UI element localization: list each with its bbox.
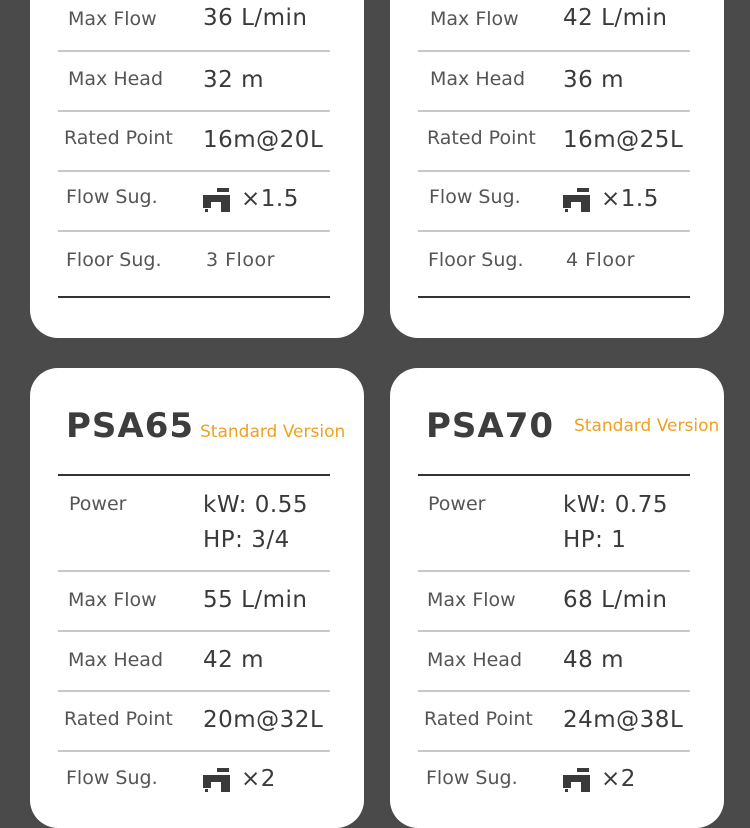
flow-multiplier: ×2 bbox=[601, 766, 636, 792]
row-label: Flow Sug. bbox=[426, 767, 518, 789]
spec-row-max-head bbox=[58, 52, 330, 112]
model-title: PSA65 bbox=[66, 406, 195, 446]
spec-row-rated-point bbox=[418, 692, 690, 752]
row-label: Flow Sug. bbox=[66, 186, 158, 208]
power-kw: kW: 0.55 bbox=[203, 492, 308, 518]
flow-multiplier: ×1.5 bbox=[241, 186, 299, 212]
row-value: 16m@25L bbox=[563, 127, 684, 153]
row-label: Flow Sug. bbox=[429, 186, 521, 208]
row-value: 4 Floor bbox=[566, 249, 635, 271]
power-kw: kW: 0.75 bbox=[563, 492, 668, 518]
row-value: 36 m bbox=[563, 67, 624, 93]
row-value: 36 L/min bbox=[203, 5, 308, 31]
row-label: Rated Point bbox=[424, 708, 533, 730]
version-badge: Standard Version bbox=[574, 416, 720, 436]
spec-row-max-flow bbox=[418, 572, 690, 632]
faucet-icon bbox=[563, 187, 593, 213]
spec-row-max-flow bbox=[58, 0, 330, 52]
row-label: Flow Sug. bbox=[66, 767, 158, 789]
row-label: Max Flow bbox=[68, 589, 157, 611]
row-label: Power bbox=[428, 493, 486, 515]
spec-card-psa70 bbox=[390, 368, 724, 828]
row-value: 42 m bbox=[203, 647, 264, 673]
faucet-icon bbox=[563, 767, 593, 793]
row-value: 20m@32L bbox=[203, 707, 324, 733]
row-label: Max Flow bbox=[68, 8, 157, 30]
row-value: 42 L/min bbox=[563, 5, 668, 31]
spec-row-floor-suggestion bbox=[418, 232, 690, 298]
title-divider bbox=[418, 368, 690, 476]
flow-multiplier: ×1.5 bbox=[601, 186, 659, 212]
spec-row-max-head bbox=[58, 632, 330, 692]
model-title: PSA70 bbox=[426, 406, 555, 446]
row-value: 3 Floor bbox=[206, 249, 275, 271]
faucet-icon bbox=[203, 767, 233, 793]
row-label: Max Head bbox=[68, 68, 163, 90]
spec-row-flow-suggestion bbox=[418, 172, 690, 232]
spec-row-rated-point bbox=[58, 112, 330, 172]
spec-row-flow-suggestion bbox=[58, 172, 330, 232]
row-label: Max Head bbox=[68, 649, 163, 671]
spec-card-psa65 bbox=[30, 368, 364, 828]
spec-row-flow-suggestion bbox=[418, 752, 690, 812]
power-hp: HP: 3/4 bbox=[203, 527, 290, 553]
spec-row-rated-point bbox=[418, 112, 690, 172]
version-badge: Standard Version bbox=[200, 422, 346, 442]
spec-row-flow-suggestion bbox=[58, 752, 330, 812]
row-value bbox=[203, 186, 299, 213]
power-hp: HP: 1 bbox=[563, 527, 627, 553]
spec-row-max-flow bbox=[418, 0, 690, 52]
title-divider bbox=[58, 368, 330, 476]
row-label: Max Head bbox=[427, 649, 522, 671]
spec-row-max-head bbox=[418, 632, 690, 692]
row-label: Power bbox=[69, 493, 127, 515]
spec-row-max-head bbox=[418, 52, 690, 112]
row-value bbox=[563, 186, 659, 213]
row-label: Max Flow bbox=[427, 589, 516, 611]
spec-row-power bbox=[58, 476, 330, 572]
row-label: Max Flow bbox=[430, 8, 519, 30]
spec-row-rated-point bbox=[58, 692, 330, 752]
row-value: 55 L/min bbox=[203, 587, 308, 613]
row-value bbox=[203, 766, 276, 793]
row-value bbox=[563, 766, 636, 793]
flow-multiplier: ×2 bbox=[241, 766, 276, 792]
row-label: Floor Sug. bbox=[66, 249, 162, 271]
row-value: 24m@38L bbox=[563, 707, 684, 733]
row-label: Max Head bbox=[430, 68, 525, 90]
spec-card-top-left bbox=[30, 0, 364, 338]
row-value: 32 m bbox=[203, 67, 264, 93]
spec-row-floor-suggestion bbox=[58, 232, 330, 298]
faucet-icon bbox=[203, 187, 233, 213]
row-value: 48 m bbox=[563, 647, 624, 673]
spec-card-top-right bbox=[390, 0, 724, 338]
row-label: Rated Point bbox=[64, 708, 173, 730]
row-label: Floor Sug. bbox=[428, 249, 524, 271]
spec-row-power bbox=[418, 476, 690, 572]
row-label: Rated Point bbox=[64, 127, 173, 149]
spec-row-max-flow bbox=[58, 572, 330, 632]
row-label: Rated Point bbox=[427, 127, 536, 149]
row-value: 68 L/min bbox=[563, 587, 668, 613]
row-value: 16m@20L bbox=[203, 127, 324, 153]
